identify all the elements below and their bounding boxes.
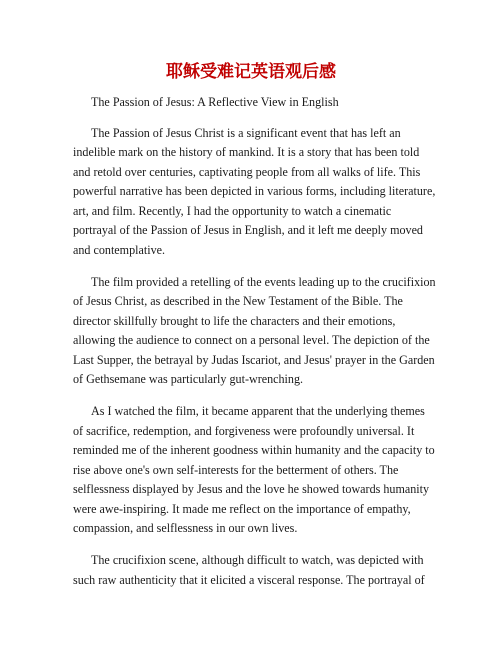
document-title: 耶稣受难记英语观后感 <box>166 62 336 82</box>
paragraph-intro: The Passion of Jesus Christ is a significant event that has left an indelible mark on the history of mankind. It is a story that has been told and retold over centuries, captivating people from all walks of life. This powerful narrative has been depicted in various forms, including literature, art, and film. Recently, I had the opportunity to watch a cinematic portrayal of the Passion of Jesus in English, and it left me deeply moved and contemplative. <box>73 125 436 257</box>
document-subtitle: The Passion of Jesus: A Reflective View in English <box>91 95 339 109</box>
paragraph-themes: As I watched the film, it became apparent that the underlying themes of sacrifice, redemption, and forgiveness were profoundly universal. It reminded me of the inherent goodness within humanity and the capacity to rise above one's own self-interests for the betterment of others. The selflessness displayed by Jesus and the love he showed towards humanity were awe-inspiring. It made me reflect on the importance of empathy, compassion, and selflessness in our own lives. <box>73 404 435 535</box>
paragraph-crucifixion: The crucifixion scene, although difficult to watch, was depicted with such raw authenticity that it elicited a visceral response. The portrayal of <box>73 553 425 587</box>
paragraph-film-retelling: The film provided a retelling of the events leading up to the crucifixion of Jesus Christ, as described in the New Testament of the Bible. The director skillfully brought to life the characters and their emotions, allowing the audience to connect on a personal level. The depiction of the Last Supper, the betrayal by Judas Iscariot, and Jesus' prayer in the Garden of Gethsemane was particularly gut-wrenching. <box>73 274 436 386</box>
document-body <box>73 93 436 603</box>
